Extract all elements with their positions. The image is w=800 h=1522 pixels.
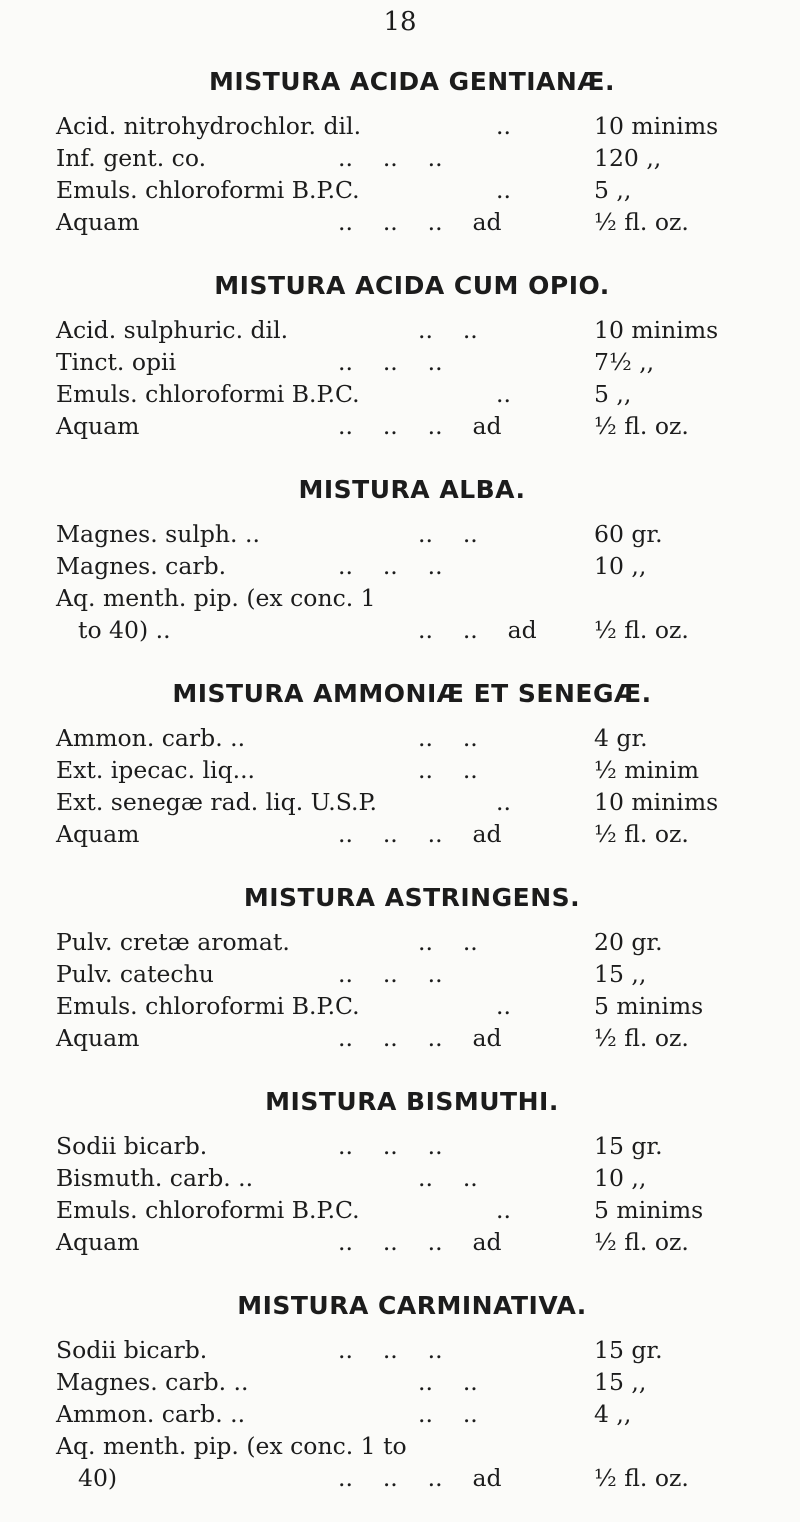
recipe-title: MISTURA AMMONIÆ ET SENEGÆ. <box>172 679 652 708</box>
ingredient-quantity: ½ fl. oz. <box>594 1228 689 1256</box>
ingredient-name <box>56 314 576 346</box>
ingredient-name <box>56 722 576 754</box>
ingredient-quantity: 15 ,, <box>594 1368 647 1396</box>
ingredient-row <box>56 1366 768 1398</box>
dot-leader: .. .. .. <box>338 1132 443 1160</box>
ingredient-row <box>56 518 768 550</box>
ingredient-text: Magnes. carb. .. <box>56 1368 249 1396</box>
ingredient-row <box>56 378 768 410</box>
ingredient-quantity: ½ fl. oz. <box>594 1464 689 1492</box>
ingredient-quantity: 20 gr. <box>594 928 663 956</box>
ingredient-text: Ammon. carb. .. <box>56 724 246 752</box>
recipe-section <box>56 878 768 1054</box>
recipe-section <box>56 1286 768 1494</box>
ingredient-row <box>56 142 768 174</box>
ingredient-text: Tinct. opii <box>56 348 177 376</box>
ingredient-quantity: 5 ,, <box>594 176 632 204</box>
ingredient-quantity: 4 ,, <box>594 1400 632 1428</box>
ingredient-name <box>56 1334 576 1366</box>
ingredient-quantity: 7½ ,, <box>594 348 655 376</box>
ingredient-quantity: 10 ,, <box>594 1164 647 1192</box>
recipe-section <box>56 62 768 238</box>
ingredient-quantity: ½ fl. oz. <box>594 208 689 236</box>
dot-leader: .. .. .. <box>338 960 443 988</box>
ingredient-quantity: ½ fl. oz. <box>594 412 689 440</box>
ingredient-row <box>56 754 768 786</box>
ingredient-row <box>56 110 768 142</box>
dot-leader: .. .. .. <box>338 552 443 580</box>
dot-leader: .. <box>496 176 511 204</box>
ingredient-name <box>56 1366 576 1398</box>
recipe-title: MISTURA ACIDA GENTIANÆ. <box>209 67 615 96</box>
ingredient-text: Aquam <box>56 1228 140 1256</box>
ingredient-name <box>56 1162 576 1194</box>
ingredient-text: Emuls. chloroformi B.P.C. <box>56 1196 360 1224</box>
ingredient-row <box>56 1334 768 1366</box>
recipe-section <box>56 674 768 850</box>
ingredient-quantity: 10 minims <box>594 112 719 140</box>
dot-leader: .. .. <box>418 1164 478 1192</box>
ingredient-row <box>56 786 768 818</box>
ingredient-text: Inf. gent. co. <box>56 144 207 172</box>
ingredient-text: Sodii bicarb. <box>56 1336 208 1364</box>
dot-leader: .. .. .. ad <box>338 1024 502 1052</box>
ingredient-row <box>56 314 768 346</box>
ingredient-text: Emuls. chloroformi B.P.C. <box>56 992 360 1020</box>
dot-leader: .. <box>496 112 511 140</box>
ingredient-row <box>56 1398 768 1430</box>
dot-leader: .. .. <box>418 1400 478 1428</box>
dot-leader: .. <box>496 788 511 816</box>
ingredient-text: Aq. menth. pip. (ex conc. 1 <box>56 584 376 612</box>
ingredient-quantity: 5 minims <box>594 992 704 1020</box>
ingredient-quantity: 15 ,, <box>594 960 647 988</box>
ingredient-text: Sodii bicarb. <box>56 1132 208 1160</box>
ingredient-row <box>56 926 768 958</box>
ingredient-text: Pulv. catechu <box>56 960 214 988</box>
ingredient-text: Ext. senegæ rad. liq. U.S.P. <box>56 788 378 816</box>
dot-leader: .. .. <box>418 724 478 752</box>
formulary-content <box>56 62 768 1494</box>
ingredient-quantity: ½ fl. oz. <box>594 1024 689 1052</box>
ingredient-quantity: 15 gr. <box>594 1336 663 1364</box>
ingredient-name <box>56 958 576 990</box>
ingredient-text: Pulv. cretæ aromat. <box>56 928 290 956</box>
ingredient-name <box>56 518 576 550</box>
ingredient-row <box>56 1162 768 1194</box>
dot-leader: .. <box>496 380 511 408</box>
ingredient-quantity: 10 minims <box>594 788 719 816</box>
recipe-section <box>56 266 768 442</box>
ingredient-row <box>56 1022 768 1054</box>
dot-leader: .. .. <box>418 520 478 548</box>
ingredient-text: Aquam <box>56 820 140 848</box>
ingredient-name <box>56 142 576 174</box>
ingredient-text: Ext. ipecac. liq... <box>56 756 256 784</box>
recipe-title: MISTURA ASTRINGENS. <box>243 883 581 912</box>
dot-leader: .. .. .. <box>338 1336 443 1364</box>
recipe-title: MISTURA ACIDA CUM OPIO. <box>214 271 610 300</box>
ingredient-row <box>56 990 768 1022</box>
dot-leader: .. .. .. <box>338 144 443 172</box>
ingredient-row <box>56 958 768 990</box>
dot-leader: .. .. <box>418 316 478 344</box>
ingredient-row <box>56 410 768 442</box>
dot-leader: .. .. ad <box>418 616 537 644</box>
dot-leader: .. .. <box>418 928 478 956</box>
ingredient-quantity: 5 ,, <box>594 380 632 408</box>
ingredient-text: Magnes. sulph. .. <box>56 520 260 548</box>
ingredient-row <box>56 1226 768 1258</box>
ingredient-row <box>56 1130 768 1162</box>
dot-leader: .. <box>496 992 511 1020</box>
ingredient-text: Aquam <box>56 208 140 236</box>
ingredient-text: Acid. sulphuric. dil. <box>56 316 289 344</box>
ingredient-text: Emuls. chloroformi B.P.C. <box>56 176 360 204</box>
ingredient-text: Magnes. carb. <box>56 552 227 580</box>
ingredient-text: Aq. menth. pip. (ex conc. 1 to <box>56 1432 407 1460</box>
ingredient-text: Aquam <box>56 1024 140 1052</box>
ingredient-quantity: ½ fl. oz. <box>594 616 689 644</box>
dot-leader: .. .. .. ad <box>338 820 502 848</box>
ingredient-text: Aquam <box>56 412 140 440</box>
ingredient-quantity: 120 ,, <box>594 144 662 172</box>
dot-leader: .. <box>496 1196 511 1224</box>
ingredient-text: Bismuth. carb. .. <box>56 1164 254 1192</box>
ingredient-row <box>56 206 768 238</box>
ingredient-quantity: 15 gr. <box>594 1132 663 1160</box>
ingredient-row <box>56 1194 768 1226</box>
recipe-section <box>56 470 768 646</box>
ingredient-name <box>56 346 576 378</box>
recipe-title: MISTURA BISMUTHI. <box>265 1087 559 1116</box>
ingredient-continuation: to 40) .. <box>78 616 171 644</box>
ingredient-name <box>56 926 576 958</box>
ingredient-row <box>56 346 768 378</box>
ingredient-quantity: ½ minim <box>594 756 699 784</box>
dot-leader: .. .. .. ad <box>338 412 502 440</box>
ingredient-name <box>56 754 576 786</box>
ingredient-continuation: 40) <box>78 1464 118 1492</box>
ingredient-text: Emuls. chloroformi B.P.C. <box>56 380 360 408</box>
recipe-title: MISTURA CARMINATIVA. <box>237 1291 587 1320</box>
dot-leader: .. .. .. <box>338 348 443 376</box>
ingredient-row <box>56 1430 768 1494</box>
ingredient-row <box>56 174 768 206</box>
ingredient-row <box>56 550 768 582</box>
ingredient-quantity: 10 ,, <box>594 552 647 580</box>
dot-leader: .. .. <box>418 1368 478 1396</box>
ingredient-row <box>56 722 768 754</box>
recipe-title: MISTURA ALBA. <box>298 475 526 504</box>
dot-leader: .. .. <box>418 756 478 784</box>
dot-leader: .. .. .. ad <box>338 208 502 236</box>
ingredient-quantity: 4 gr. <box>594 724 648 752</box>
ingredient-quantity: ½ fl. oz. <box>594 820 689 848</box>
ingredient-text: Acid. nitrohydrochlor. dil. <box>56 112 362 140</box>
ingredient-name <box>56 1398 576 1430</box>
ingredient-quantity: 5 minims <box>594 1196 704 1224</box>
ingredient-row <box>56 818 768 850</box>
ingredient-name <box>56 550 576 582</box>
ingredient-text: Ammon. carb. .. <box>56 1400 246 1428</box>
ingredient-row <box>56 582 768 646</box>
ingredient-quantity: 10 minims <box>594 316 719 344</box>
ingredient-quantity: 60 gr. <box>594 520 663 548</box>
ingredient-name <box>56 1130 576 1162</box>
recipe-section <box>56 1082 768 1258</box>
dot-leader: .. .. .. ad <box>338 1464 502 1492</box>
page-number: 18 <box>383 7 417 37</box>
dot-leader: .. .. .. ad <box>338 1228 502 1256</box>
